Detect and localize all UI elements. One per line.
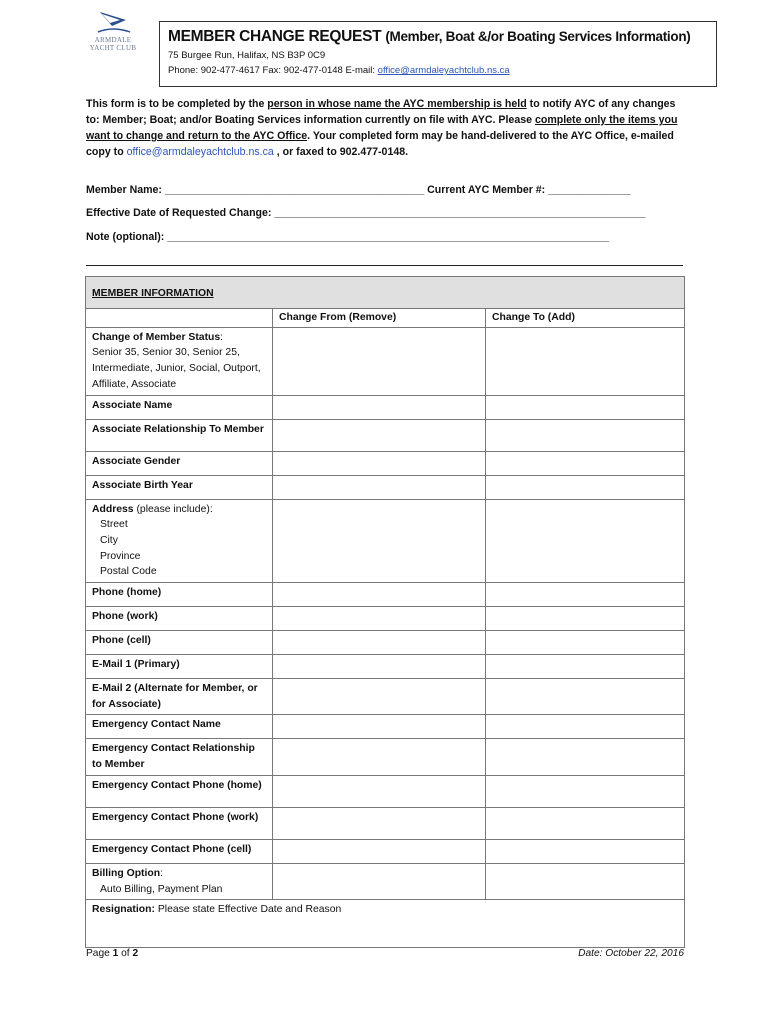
cell-change-to[interactable] [486,631,685,655]
logo-text: ARMDALE YACHT CLUB [89,36,137,52]
cell-change-to[interactable] [486,863,685,899]
table-row [86,475,685,499]
row-label: Phone (cell) [86,631,273,655]
table-section-header [86,277,685,309]
cell-change-to[interactable] [486,583,685,607]
cell-change-to[interactable] [486,499,685,583]
club-contact: Phone: 902-477-4617 Fax: 902-477-0148 E-mail: office@armdaleyachtclub.ns.ca [168,65,510,76]
cell-change-from[interactable] [273,327,486,395]
section-title: MEMBER INFORMATION [86,277,685,309]
cell-change-from[interactable] [273,451,486,475]
cell-change-from[interactable] [273,419,486,451]
table-row [86,679,685,715]
cell-change-from[interactable] [273,475,486,499]
row-label: Phone (home) [86,583,273,607]
row-label: Associate Gender [86,451,273,475]
effective-date-field[interactable]: Effective Date of Requested Change: _______________________________________________________________ [86,207,646,219]
row-label: E-Mail 1 (Primary) [86,655,273,679]
table-row [86,327,685,395]
row-label: Associate Birth Year [86,475,273,499]
table-row [86,607,685,631]
cell-change-to[interactable] [486,607,685,631]
row-label-billing: Billing Option: Auto Billing, Payment Plan [86,863,273,899]
table-row [86,655,685,679]
table-row [86,715,685,739]
cell-change-to[interactable] [486,739,685,775]
form-date: Date: October 22, 2016 [578,948,684,959]
cell-change-from[interactable] [273,679,486,715]
table-row [86,395,685,419]
cell-change-from[interactable] [273,839,486,863]
cell-change-to[interactable] [486,475,685,499]
club-email-link[interactable]: office@armdaleyachtclub.ns.ca [377,65,510,76]
cell-change-from[interactable] [273,607,486,631]
page-number: Page 1 of 2 [86,948,139,959]
table-row [86,739,685,775]
table-row [86,775,685,807]
cell-change-from[interactable] [273,395,486,419]
row-label: Associate Relationship To Member [86,419,273,451]
cell-change-to[interactable] [486,655,685,679]
table-row [86,900,685,948]
cell-change-to[interactable] [486,327,685,395]
table-row [86,451,685,475]
table-row [86,807,685,839]
cell-change-from[interactable] [273,583,486,607]
note-continuation-line[interactable] [86,265,683,266]
table-column-headers [86,309,685,328]
cell-change-to[interactable] [486,839,685,863]
cell-change-from[interactable] [273,655,486,679]
club-logo [82,10,144,58]
form-subtitle: (Member, Boat &/or Boating Services Information) [385,29,691,44]
instructions-email-link[interactable]: office@armdaleyachtclub.ns.ca [126,146,274,158]
row-label: Emergency Contact Phone (cell) [86,839,273,863]
burgee-flag-icon [82,10,144,36]
resignation-cell[interactable]: Resignation: Please state Effective Date and Reason [86,900,685,948]
cell-change-to[interactable] [486,679,685,715]
cell-change-to[interactable] [486,451,685,475]
cell-change-from[interactable] [273,863,486,899]
row-label-address: Address (please include): Street City Province Postal Code [86,499,273,583]
cell-change-to[interactable] [486,715,685,739]
club-address: 75 Burgee Run, Halifax, NS B3P 0C9 [168,50,326,61]
row-label-member-status: Change of Member Status: Senior 35, Senior 30, Senior 25, Intermediate, Junior, Social, Outport, Affiliate, Associate [86,327,273,395]
row-label: Phone (work) [86,607,273,631]
row-label: E-Mail 2 (Alternate for Member, or for Associate) [86,679,273,715]
cell-change-from[interactable] [273,631,486,655]
cell-change-from[interactable] [273,807,486,839]
instructions-paragraph: This form is to be completed by the person in whose name the AYC membership is held to notify AYC of any changes to: Member; Boat; and/or Boating Services information currently on file with AYC. Please complete only the items you want to change and return to the AYC Office. Your completed form may be hand-delivered to the AYC Office, e-mailed copy to office@armdaleyachtclub.ns.ca , or faxed to 902.477-0148. [86,98,678,158]
note-field[interactable]: Note (optional): ___________________________________________________________________________ [86,231,610,243]
col-change-from: Change From (Remove) [273,309,486,328]
form-title: MEMBER CHANGE REQUEST (Member, Boat &/or Boating Services Information) [168,28,691,45]
cell-change-from[interactable] [273,499,486,583]
row-label: Emergency Contact Relationship to Member [86,739,273,775]
table-row [86,419,685,451]
cell-change-to[interactable] [486,807,685,839]
table-row [86,839,685,863]
table-row [86,583,685,607]
cell-change-to[interactable] [486,775,685,807]
row-label: Associate Name [86,395,273,419]
cell-change-to[interactable] [486,395,685,419]
cell-change-from[interactable] [273,739,486,775]
table-row [86,499,685,583]
col-change-to: Change To (Add) [486,309,685,328]
row-label: Emergency Contact Phone (home) [86,775,273,807]
cell-change-from[interactable] [273,775,486,807]
member-name-field[interactable]: Member Name: ____________________________________________ Current AYC Member #: ______________ [86,184,631,196]
table-row [86,863,685,899]
cell-change-to[interactable] [486,419,685,451]
member-information-table [85,276,685,948]
row-label: Emergency Contact Phone (work) [86,807,273,839]
table-row [86,631,685,655]
form-header [159,21,717,87]
cell-change-from[interactable] [273,715,486,739]
row-label: Emergency Contact Name [86,715,273,739]
